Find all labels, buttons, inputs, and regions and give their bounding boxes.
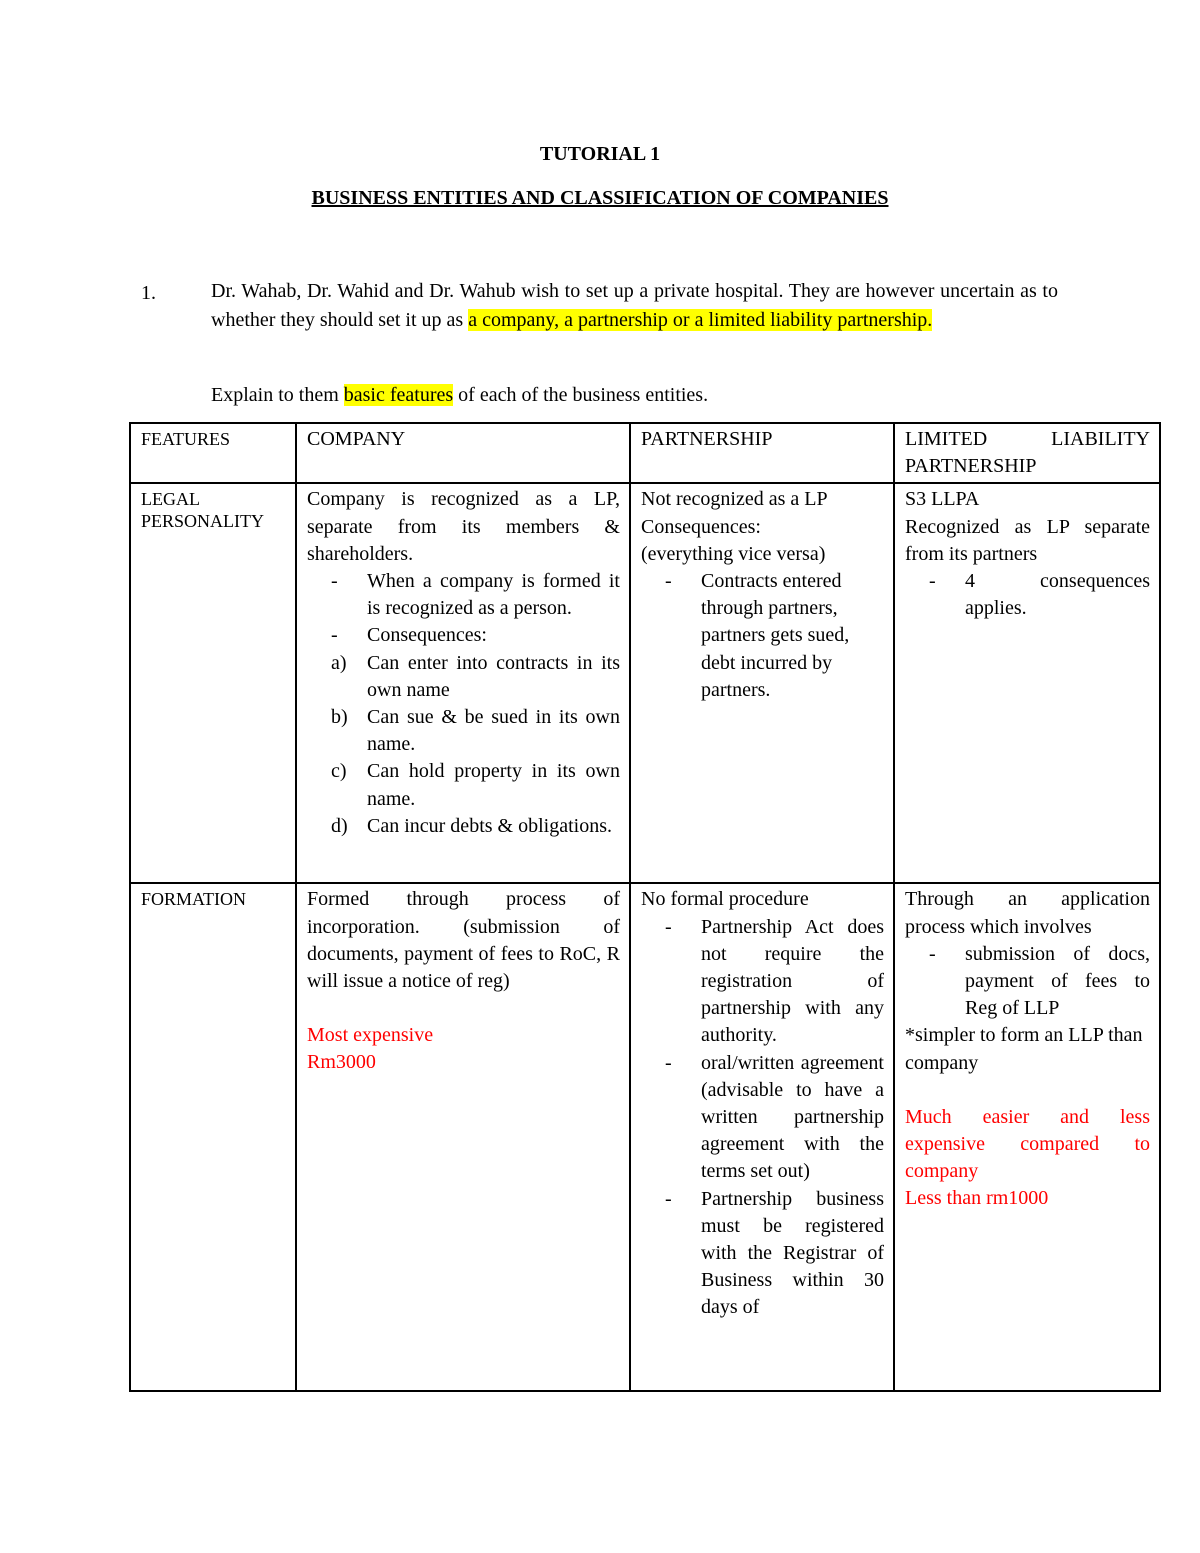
list-item: - oral/written agreement (advisable to have a written partnership agreement with the terms set out): [641, 1050, 884, 1186]
list-item: - When a company is formed it is recognized as a person.: [307, 568, 620, 622]
question-instruction: [211, 381, 1058, 410]
item-text: Can hold property in its own name.: [367, 760, 620, 810]
list-item: - Contracts entered through partners, partners gets sued, debt incurred by partners.: [641, 568, 884, 704]
company-legal-bullets: [307, 568, 620, 650]
instruction-after: of each of the business entities.: [453, 384, 709, 406]
list-item: [307, 813, 620, 840]
llp-legal-bullets: [905, 568, 1150, 622]
list-item: [307, 704, 620, 758]
list-item: - Consequences:: [307, 622, 620, 649]
feature-formation: FORMATION: [130, 883, 296, 1391]
item-marker: b): [331, 706, 348, 729]
item-text: Can incur debts & obligations.: [367, 814, 612, 837]
partnership-legal-line: Not recognized as a LP: [641, 488, 828, 511]
header-partnership: PARTNERSHIP: [630, 423, 894, 483]
company-legal-consequences: [307, 650, 620, 840]
features-table: [129, 422, 1161, 1392]
list-item: - Partnership Act does not require the registration of partnership with any authority.: [641, 914, 884, 1050]
list-item: - Partnership business must be registered with the Registrar of Business within 30 days of: [641, 1186, 884, 1322]
cell-company-formation: [296, 883, 630, 1391]
header-features: FEATURES: [130, 423, 296, 483]
partnership-legal-bullets: [641, 568, 884, 704]
page-subtitle: BUSINESS ENTITIES AND CLASSIFICATION OF COMPANIES: [311, 187, 889, 209]
header-llp: LIMITED LIABILITY PARTNERSHIP: [894, 423, 1160, 483]
partnership-legal-line: Consequences:: [641, 515, 761, 538]
llp-legal-line: Recognized as LP separate from its partners: [905, 515, 1150, 565]
question-number: 1.: [141, 282, 156, 304]
item-marker: a): [331, 651, 347, 674]
cell-llp-legal: [894, 483, 1160, 883]
llp-formation-intro: Through an application process which involves: [905, 888, 1150, 938]
list-item: - 4 consequences applies.: [905, 568, 1150, 622]
list-item: - submission of docs, payment of fees to Reg of LLP: [905, 941, 1150, 1023]
question-text: [211, 277, 1058, 335]
company-formation-cost: Rm3000: [307, 1051, 376, 1074]
feature-legal-personality: LEGAL PERSONALITY: [130, 483, 296, 883]
table-row-formation: [130, 883, 1160, 1391]
partnership-formation-bullets: [641, 914, 884, 1322]
question-text-highlight: a company, a partnership or a limited liability partnership.: [468, 309, 933, 331]
company-formation-text: Formed through process of incorporation. (submission of documents, payment of fees to RoC, R will issue a notice of reg): [307, 888, 620, 993]
question-text-plain: Dr. Wahab, Dr. Wahid and Dr. Wahub wish to set up a private hospital. They are however uncertain as to whether they should set it up as: [211, 280, 1058, 331]
cell-company-legal: [296, 483, 630, 883]
llp-formation-note: *simpler to form an LLP than company: [905, 1024, 1143, 1074]
item-text: Can enter into contracts in its own name: [367, 651, 620, 701]
llp-formation-cost: Less than rm1000: [905, 1187, 1049, 1210]
list-item: [307, 650, 620, 704]
cell-llp-formation: [894, 883, 1160, 1391]
llp-legal-line: S3 LLPA: [905, 488, 980, 511]
instruction-before: Explain to them: [211, 384, 344, 406]
item-marker: c): [331, 760, 347, 783]
header-company: COMPANY: [296, 423, 630, 483]
company-legal-intro: Company is recognized as a LP, separate from its members & shareholders.: [307, 488, 620, 565]
list-item: [307, 758, 620, 812]
table-header-row: [130, 423, 1160, 483]
table-row-legal-personality: [130, 483, 1160, 883]
cell-partnership-legal: [630, 483, 894, 883]
llp-formation-cost: Much easier and less expensive compared to company: [905, 1105, 1150, 1183]
cell-partnership-formation: [630, 883, 894, 1391]
partnership-formation-intro: No formal procedure: [641, 888, 809, 911]
company-formation-cost: Most expensive: [307, 1024, 434, 1047]
instruction-highlight: basic features: [343, 384, 454, 406]
item-marker: d): [331, 814, 348, 837]
item-text: Can sue & be sued in its own name.: [367, 706, 620, 756]
page-title: TUTORIAL 1: [539, 143, 661, 165]
partnership-legal-line: (everything vice versa): [641, 542, 826, 565]
llp-formation-bullets: [905, 941, 1150, 1023]
